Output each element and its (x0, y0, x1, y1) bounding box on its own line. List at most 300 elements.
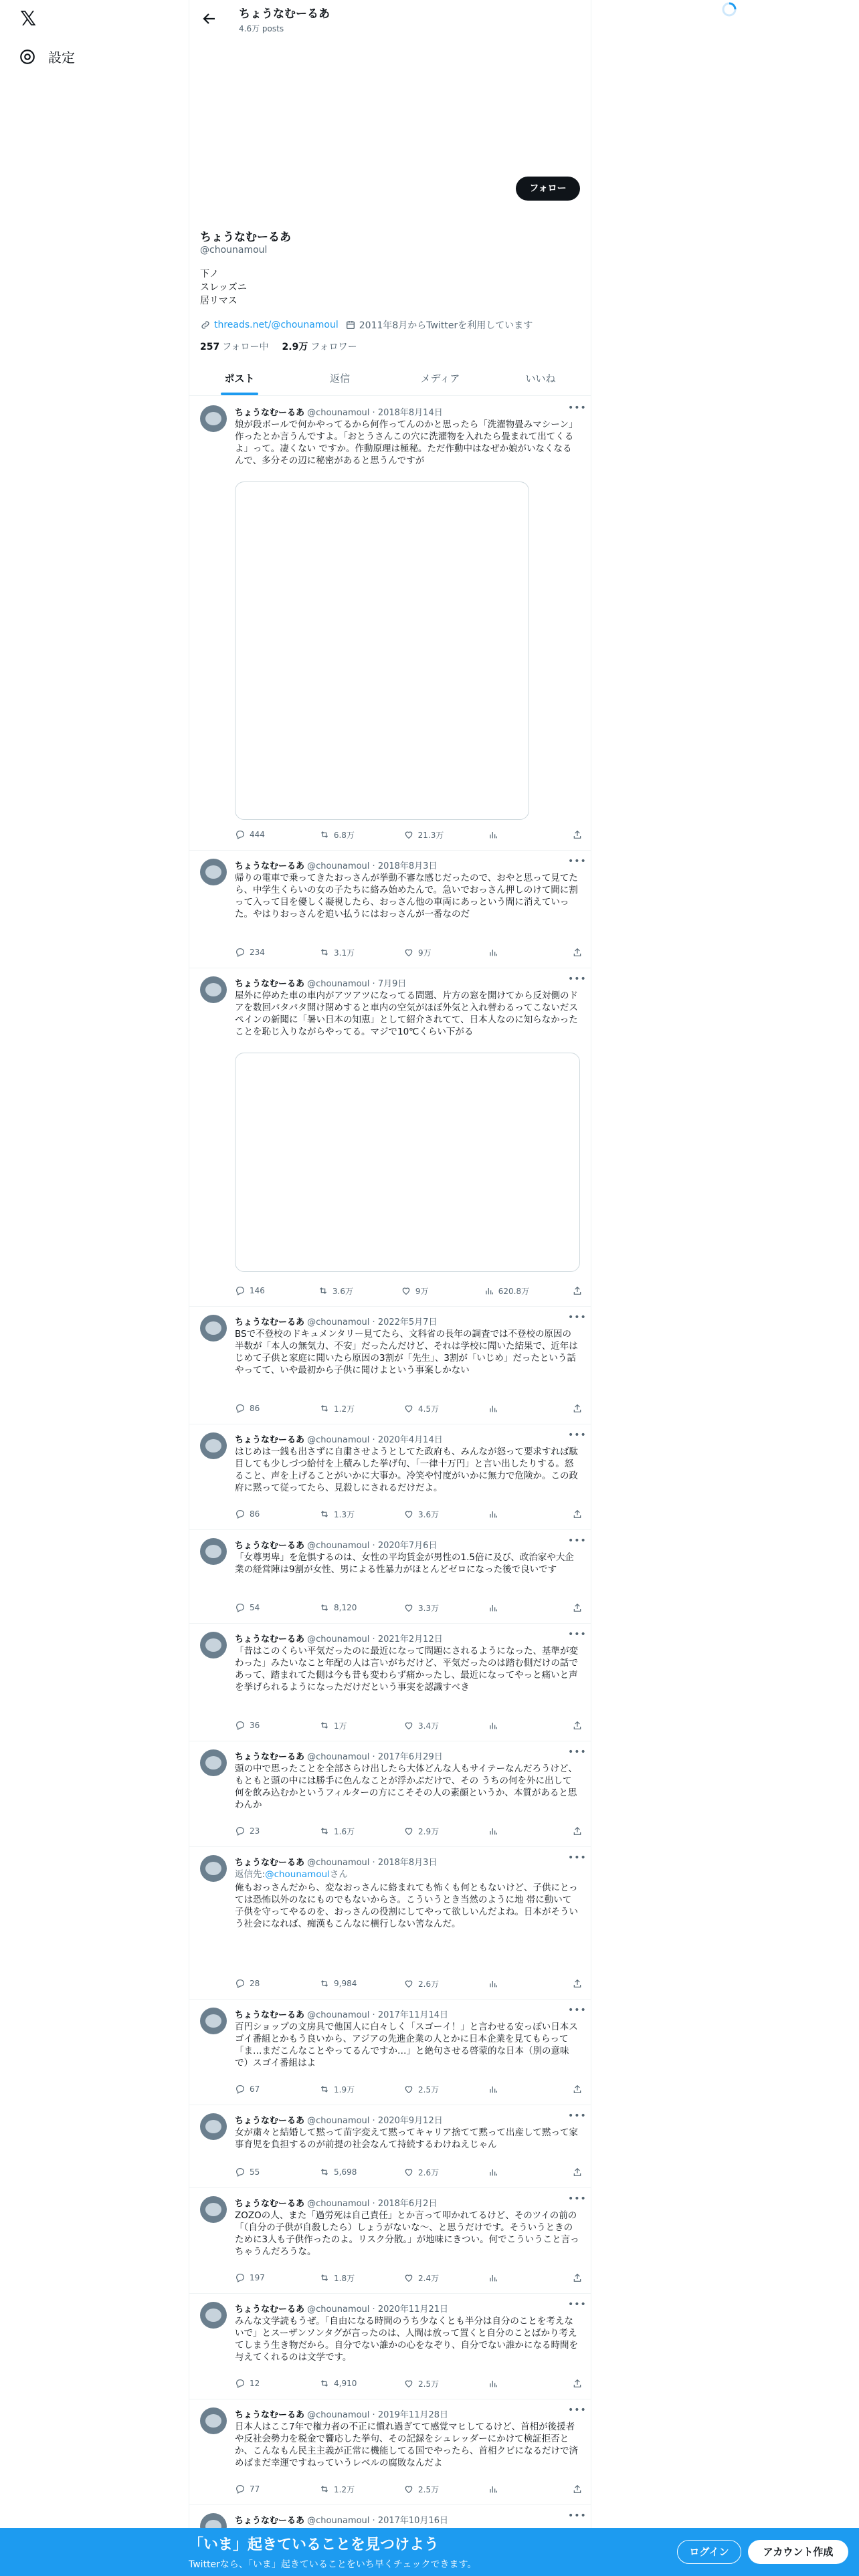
heart-icon (403, 947, 414, 958)
tweet-text: 百円ショップの文房具で他国人に白々しく「スゴーイ！」と言わせる安っぽい日本スゴイ番組とかもう良いから、アジアの先進企業の人とかに日本企業を見てもらって「ま…まだこんなことやってるんですか…」と絶句させる啓蒙的な日本（別の意味で）スゴイ番組はよ (235, 2022, 578, 2068)
tweet-date[interactable]: 7月9日 (377, 979, 407, 989)
retweet-button[interactable] (319, 946, 359, 959)
retweet-count: 5,698 (334, 2167, 357, 2177)
tweet-header: ちょうなむーるあ @chounamoul · 2018年8月14日 (235, 408, 443, 418)
tweet-header: ちょうなむーるあ @chounamoul · 2020年9月12日 (235, 2116, 443, 2126)
tweet[interactable] (189, 1624, 591, 1741)
reply-icon (235, 2484, 246, 2494)
tweet-actions (235, 2165, 583, 2179)
tweet-author-name[interactable]: ちょうなむーるあ (235, 2516, 305, 2526)
following-count: 257 (200, 342, 220, 352)
more-options-icon[interactable]: ••• (568, 1430, 587, 1440)
tweet-author-handle[interactable]: @chounamoul (307, 1541, 370, 1551)
views-button[interactable] (488, 1601, 528, 1614)
profile-bio (200, 267, 247, 308)
reply-icon (235, 1509, 246, 1519)
views-icon (488, 1602, 498, 1613)
tweet-actions (235, 2482, 583, 2496)
reply-count: 67 (250, 2084, 260, 2094)
like-button[interactable] (401, 1284, 441, 1297)
avatar[interactable] (200, 1538, 227, 1565)
share-icon (572, 2272, 583, 2283)
avatar[interactable] (200, 2302, 227, 2329)
tab-posts[interactable]: ポスト (189, 361, 290, 395)
tweet-header: ちょうなむーるあ @chounamoul · 2018年8月3日 (235, 1858, 438, 1868)
retweet-icon (319, 1403, 330, 1414)
tweet-header: ちょうなむーるあ @chounamoul · 2019年11月28日 (235, 2410, 448, 2420)
tweet-media[interactable] (235, 481, 529, 820)
share-button[interactable] (572, 1977, 583, 1990)
views-icon (488, 1403, 498, 1414)
signup-banner-title: 「いま」起きていることを見つけよう (189, 2537, 440, 2553)
retweet-count: 6.8万 (333, 830, 355, 840)
retweet-count: 3.1万 (334, 948, 355, 958)
tweet-header: ちょうなむーるあ @chounamoul · 2017年11月14日 (235, 2010, 448, 2020)
avatar[interactable] (200, 1632, 227, 1658)
profile-meta (200, 318, 533, 332)
views-button[interactable] (488, 2482, 528, 2496)
like-count: 9万 (418, 948, 432, 958)
retweet-button[interactable] (319, 2082, 359, 2096)
tweet[interactable] (189, 1530, 591, 1624)
avatar[interactable] (200, 2113, 227, 2140)
reply-icon (235, 1826, 246, 1836)
avatar[interactable] (200, 1432, 227, 1459)
signup-banner-subtitle: Twitterなら、「いま」起きていることをいち早くチェックできます。 (189, 2559, 477, 2570)
views-button[interactable] (488, 1507, 528, 1521)
reply-button[interactable] (235, 1977, 275, 1990)
tweet[interactable] (189, 2188, 591, 2294)
tweet-author-name[interactable]: ちょうなむーるあ (235, 1752, 305, 1762)
reply-icon (235, 947, 246, 958)
tweet-author-handle[interactable]: @chounamoul (307, 2516, 370, 2526)
joined-date (345, 318, 533, 332)
profile-link-text[interactable]: threads.net/@chounamoul (214, 320, 339, 330)
heart-icon (403, 2084, 414, 2095)
follow-button[interactable]: フォロー (516, 177, 580, 201)
reply-icon (235, 1978, 246, 1989)
profile-tabs (189, 361, 591, 396)
followers-label: フォロワー (310, 342, 357, 352)
reply-count: 77 (250, 2484, 260, 2494)
retweet-icon (319, 2167, 330, 2177)
share-icon (572, 1285, 583, 1296)
reply-count: 86 (250, 1509, 260, 1519)
view-count: 620.8万 (498, 1286, 530, 1296)
profile-banner (189, 40, 591, 174)
share-button[interactable] (572, 1402, 583, 1415)
tweet-author-name[interactable]: ちょうなむーるあ (235, 1435, 305, 1445)
retweet-count: 8,120 (334, 1603, 357, 1612)
share-icon (572, 1826, 583, 1836)
tweet-author-handle[interactable]: @chounamoul (307, 2410, 370, 2420)
tweet-author-handle[interactable]: @chounamoul (307, 1317, 370, 1327)
retweet-icon (319, 947, 330, 958)
followers-stat[interactable] (282, 340, 357, 353)
views-button[interactable] (488, 2271, 528, 2284)
views-button[interactable] (484, 1284, 529, 1297)
views-icon (488, 829, 498, 840)
like-count: 2.9万 (418, 1826, 440, 1836)
reply-icon (235, 1403, 246, 1414)
tweet-date[interactable]: 2021年2月12日 (377, 1634, 443, 1644)
share-button[interactable] (572, 2165, 583, 2179)
like-button[interactable] (403, 2482, 444, 2496)
login-button[interactable]: ログイン (677, 2540, 741, 2564)
tab-likes[interactable]: いいね (525, 372, 556, 385)
link-icon (200, 320, 211, 330)
like-count: 3.4万 (418, 1721, 440, 1731)
tweet-text: はじめは一銭も出さずに自粛させようとしてた政府も、みんなが怒って要求すれば駄目しても少しづつ給付を上積みした挙げ句、「一律十万円」と言い出したりする。怒ること、声を上げることがいかに大事か。冷笑や忖度がいかに無力で危険か。この政府に黙って従ってたら、見殺しにされるだけだよ。 (235, 1446, 578, 1493)
views-button[interactable] (488, 1402, 528, 1415)
tweet-text: 頭の中で思ったことを全部さらけ出したら大体どんな人もサイテーなんだろうけど、もともと頭の中には勝手に色んなことが浮かぶだけで、その うちの何を外に出して何を飲み込むかというフィルターの方にこそその人の素顔というか、本質があると思わんか (235, 1763, 578, 1810)
tweet-author-handle[interactable]: @chounamoul (307, 2199, 370, 2209)
profile-link[interactable] (200, 320, 339, 330)
like-count: 2.6万 (418, 1979, 440, 1989)
retweet-icon (319, 1720, 330, 1731)
tweet-date[interactable]: 2018年8月3日 (377, 1858, 438, 1868)
more-options-icon[interactable]: ••• (568, 856, 587, 867)
tweet-date[interactable]: 2017年11月14日 (377, 2010, 448, 2020)
tweet-actions (235, 1719, 583, 1732)
retweet-button[interactable] (319, 1402, 359, 1415)
tweet-text: 帰りの電車で乗ってきたおっさんが挙動不審な感じだったので、おやと思って見てたら、中学生くらいの女の子たちに絡み始めたんで。急いでおっさん押しのけて間に割って入って目を優しく凝視したら、おっさん他の車両にあっという間に消えていった。やはりおっさんを追い払うにはおっさんが一番なのだ (235, 873, 578, 920)
tweet-author-name[interactable]: ちょうなむーるあ (235, 408, 305, 418)
tweet-actions (235, 1824, 583, 1838)
views-button[interactable] (488, 1719, 528, 1732)
views-button[interactable] (488, 1977, 528, 1990)
tweet-text: 日本人はここ7年で権力者の不正に慣れ過ぎてて感覚マヒしてるけど、首相が後援者や反社会勢力を税金で饗応した挙句、その記録をシュレッダーにかけて検証拒否とか、こんなもん民主主義が正常に機能してる国でやったら、首相クビになるだけで済めばまだ幸運ですねっていうレベルの腐敗なんだよ (235, 2422, 578, 2468)
reply-button[interactable] (235, 2082, 275, 2096)
retweet-button[interactable] (319, 1601, 359, 1614)
reply-icon (235, 2084, 246, 2095)
like-count: 9万 (415, 1286, 429, 1296)
bio-line: 下ノ (200, 269, 219, 280)
tweet-date[interactable]: 2020年11月21日 (377, 2304, 448, 2315)
more-options-icon[interactable]: ••• (568, 403, 587, 413)
like-button[interactable] (403, 2271, 444, 2284)
more-options-icon[interactable]: ••• (568, 2005, 587, 2016)
share-button[interactable] (572, 2377, 583, 2390)
more-options-icon[interactable]: ••• (568, 1535, 587, 1546)
share-button[interactable] (572, 828, 583, 841)
tweet-author-handle[interactable]: @chounamoul (307, 2304, 370, 2315)
reply-count: 12 (250, 2379, 260, 2388)
like-button[interactable] (403, 946, 444, 959)
more-options-icon[interactable]: ••• (568, 2299, 587, 2310)
following-label: フォロー中 (222, 342, 269, 352)
reply-count: 54 (250, 1603, 260, 1612)
tweet-date[interactable]: 2018年8月3日 (377, 861, 438, 871)
avatar[interactable] (200, 2008, 227, 2034)
reply-button[interactable] (235, 1402, 275, 1415)
x-logo-icon[interactable]: 𝕏 (20, 7, 37, 31)
like-button[interactable] (403, 2082, 444, 2096)
retweet-count: 1万 (334, 1721, 347, 1731)
like-count: 3.6万 (418, 1509, 440, 1519)
share-icon (572, 829, 583, 840)
views-icon (488, 2167, 498, 2177)
share-button[interactable] (572, 1824, 583, 1838)
tweet-author-name[interactable]: ちょうなむーるあ (235, 1317, 305, 1327)
tweet-author-name[interactable]: ちょうなむーるあ (235, 2304, 305, 2315)
views-icon (488, 947, 498, 958)
tweet-author-name[interactable]: ちょうなむーるあ (235, 1634, 305, 1644)
views-icon (488, 1720, 498, 1731)
share-button[interactable] (572, 1284, 583, 1297)
heart-icon (403, 2378, 414, 2389)
like-button[interactable] (403, 1402, 444, 1415)
avatar[interactable] (200, 1855, 227, 1882)
signup-banner (0, 2528, 859, 2576)
reply-icon (235, 829, 246, 840)
tweet-author-name[interactable]: ちょうなむーるあ (235, 2410, 305, 2420)
share-icon (572, 2484, 583, 2494)
reply-button[interactable] (235, 1601, 275, 1614)
tab-replies[interactable]: 返信 (329, 372, 350, 385)
tweet-date[interactable]: 2017年10月16日 (377, 2516, 448, 2526)
reply-button[interactable] (235, 828, 275, 841)
tweet-header: ちょうなむーるあ @chounamoul · 2022年5月7日 (235, 1317, 438, 1327)
back-arrow-icon[interactable] (201, 11, 217, 27)
tweet-date[interactable]: 2019年11月28日 (377, 2410, 448, 2420)
views-icon (488, 2084, 498, 2095)
share-button[interactable] (572, 1601, 583, 1614)
reply-button[interactable] (235, 2165, 275, 2179)
tweet[interactable] (189, 1741, 591, 1847)
reply-button[interactable] (235, 2377, 275, 2390)
tweet-text: 娘が段ボールで何かやってるから何作ってんのかと思ったら「洗濯物畳みマシーン」作ったとか言うんですよ。「おとうさんこの穴に洗濯物を入れたら畳まれて出てくるよ」って。凄くない ですか。作動原理は極秘。ただ作動中はなぜか娘がいなくなるんで、多分その辺に秘密があると思うんですが (235, 419, 578, 466)
tweet-author-name[interactable]: ちょうなむーるあ (235, 861, 305, 871)
profile-column (189, 0, 591, 2576)
like-button[interactable] (403, 1719, 444, 1732)
tweet-author-name[interactable]: ちょうなむーるあ (235, 2116, 305, 2126)
reply-button[interactable] (235, 1824, 275, 1838)
header-post-count: 4.6万 posts (239, 24, 284, 33)
retweet-count: 1.9万 (334, 2084, 355, 2095)
like-count: 4.5万 (418, 1404, 440, 1414)
retweet-button[interactable] (319, 1824, 359, 1838)
retweet-count: 9,984 (334, 1979, 357, 1988)
retweet-count: 1.8万 (334, 2273, 355, 2283)
heart-icon (403, 1403, 414, 1414)
views-button[interactable] (488, 2082, 528, 2096)
retweet-button[interactable] (319, 1507, 359, 1521)
tweet-text: ZOZOの人、また「過労死は自己責任」とか言って叩かれてるけど、そのツイの前の「（自分の子供が自殺したら）しょうがないな〜、と思うだけです。そういうときのために3人も子供作ったのよ。リスク分散。」が地味にきつい。何でこういうこと言っちゃうんだろうな。 (235, 2210, 579, 2257)
tweet-date[interactable]: 2022年5月7日 (377, 1317, 438, 1327)
tweet-date[interactable]: 2018年8月14日 (377, 408, 443, 418)
tweet[interactable] (189, 851, 591, 968)
followers-count: 2.9万 (282, 342, 308, 352)
like-count: 2.5万 (418, 2379, 440, 2389)
like-button[interactable] (403, 1824, 444, 1838)
retweet-button[interactable] (319, 1977, 359, 1990)
tweet-author-name[interactable]: ちょうなむーるあ (235, 1858, 305, 1868)
profile-handle: @chounamoul (200, 245, 268, 255)
share-button[interactable] (572, 2082, 583, 2096)
retweet-icon (319, 1978, 330, 1989)
retweet-button[interactable] (319, 2165, 359, 2179)
heart-icon (403, 2272, 414, 2283)
retweet-count: 1.2万 (334, 1404, 355, 1414)
more-options-icon[interactable]: ••• (568, 1312, 587, 1323)
bio-line: 居リマス (200, 296, 237, 306)
more-options-icon[interactable]: ••• (568, 2405, 587, 2416)
tweet-author-handle[interactable]: @chounamoul (307, 2116, 370, 2126)
views-icon (488, 1826, 498, 1836)
retweet-button[interactable] (319, 828, 359, 841)
views-icon (488, 2484, 498, 2494)
retweet-button[interactable] (319, 2271, 359, 2284)
tweet[interactable] (189, 397, 591, 851)
joined-text: 2011年8月からTwitterを利用しています (359, 320, 533, 331)
tweet-author-handle[interactable]: @chounamoul (307, 2010, 370, 2020)
share-icon (572, 2084, 583, 2095)
avatar[interactable] (200, 2407, 227, 2434)
share-icon (572, 2378, 583, 2389)
signup-button[interactable]: アカウント作成 (748, 2540, 848, 2564)
views-button[interactable] (488, 2165, 528, 2179)
tweet-author-handle[interactable]: @chounamoul (307, 861, 370, 871)
tweet[interactable] (189, 2000, 591, 2105)
reply-icon (235, 1602, 246, 1613)
like-button[interactable] (403, 2377, 444, 2390)
avatar[interactable] (200, 405, 227, 432)
views-button[interactable] (488, 1824, 528, 1838)
retweet-button[interactable] (319, 1719, 359, 1732)
tweet[interactable] (189, 2294, 591, 2399)
tweet-date[interactable]: 2020年7月6日 (377, 1541, 438, 1551)
reply-icon (235, 2167, 246, 2177)
tweet-date[interactable]: 2018年6月2日 (377, 2199, 438, 2209)
tweet-author-handle[interactable]: @chounamoul (307, 1435, 370, 1445)
more-options-icon[interactable]: ••• (568, 1747, 587, 1757)
loading-spinner-icon (721, 1, 737, 17)
tweet-author-name[interactable]: ちょうなむーるあ (235, 1541, 305, 1551)
like-button[interactable] (403, 1977, 444, 1990)
views-button[interactable] (488, 946, 528, 959)
settings-link[interactable] (19, 47, 75, 66)
reply-button[interactable] (235, 1507, 275, 1521)
reply-button[interactable] (235, 946, 275, 959)
reply-context (235, 1868, 580, 1881)
tweet-date[interactable]: 2020年9月12日 (377, 2116, 443, 2126)
retweet-icon (319, 1602, 330, 1613)
more-options-icon[interactable]: ••• (568, 2510, 587, 2521)
like-count: 2.5万 (418, 2484, 440, 2494)
retweet-button[interactable] (319, 2482, 359, 2496)
tweet-author-handle[interactable]: @chounamoul (307, 1752, 370, 1762)
reply-button[interactable] (235, 1719, 275, 1732)
tweet-header: ちょうなむーるあ @chounamoul · 2020年4月14日 (235, 1435, 443, 1445)
reply-button[interactable] (235, 2271, 275, 2284)
avatar[interactable] (200, 1315, 227, 1341)
heart-icon (403, 2167, 414, 2177)
avatar[interactable] (200, 1749, 227, 1776)
reply-count: 55 (250, 2167, 260, 2177)
share-icon (572, 1720, 583, 1731)
tweet[interactable] (189, 968, 591, 1307)
tweet-actions (235, 2082, 583, 2096)
tweet-author-name[interactable]: ちょうなむーるあ (235, 979, 305, 989)
more-options-icon[interactable]: ••• (568, 1629, 587, 1640)
tweet[interactable] (189, 1307, 591, 1424)
tweet-actions (235, 828, 583, 841)
tweet[interactable] (189, 2399, 591, 2505)
more-options-icon[interactable]: ••• (568, 974, 587, 984)
like-count: 2.5万 (418, 2084, 440, 2095)
reply-count: 36 (250, 1721, 260, 1730)
tweet[interactable] (189, 1424, 591, 1530)
more-options-icon[interactable]: ••• (568, 2193, 587, 2204)
tweet-text: 女が粛々と結婚して黙って苗字変えて黙ってキャリア捨てて黙って出産して黙って家事育児を負担するのが前提の社会なんて持続するわけねえじゃん (235, 2127, 578, 2150)
share-button[interactable] (572, 2482, 583, 2496)
tweet-author-handle[interactable]: @chounamoul (307, 1858, 370, 1868)
like-button[interactable] (403, 828, 444, 841)
gear-icon (19, 48, 36, 66)
tweet[interactable] (189, 2105, 591, 2188)
following-stat[interactable] (200, 340, 269, 353)
tweet-author-name[interactable]: ちょうなむーるあ (235, 2010, 305, 2020)
retweet-button[interactable] (319, 2377, 359, 2390)
tweet-author-handle[interactable]: @chounamoul (307, 1634, 370, 1644)
tweet-media[interactable] (235, 1053, 580, 1272)
heart-icon (401, 1285, 411, 1296)
tweet-author-handle[interactable]: @chounamoul (307, 408, 370, 418)
avatar[interactable] (200, 2196, 227, 2223)
retweet-button[interactable] (318, 1284, 358, 1297)
reply-count: 28 (250, 1979, 260, 1988)
like-button[interactable] (403, 1601, 444, 1614)
tweet-date[interactable]: 2017年6月29日 (377, 1752, 443, 1762)
left-nav (0, 0, 189, 2576)
like-button[interactable] (403, 2165, 444, 2179)
tweet-actions (235, 1284, 583, 1297)
retweet-icon (319, 2484, 330, 2494)
more-options-icon[interactable]: ••• (568, 1852, 587, 1863)
like-button[interactable] (403, 1507, 444, 1521)
reply-button[interactable] (235, 2482, 275, 2496)
tweet-date[interactable]: 2020年4月14日 (377, 1435, 443, 1445)
tweet-author-handle[interactable]: @chounamoul (307, 979, 370, 989)
reply-handle[interactable]: @chounamoul (265, 1869, 330, 1880)
views-icon (488, 1978, 498, 1989)
reply-button[interactable] (235, 1284, 275, 1297)
share-button[interactable] (572, 2271, 583, 2284)
retweet-icon (318, 1285, 328, 1296)
share-button[interactable] (572, 946, 583, 959)
tweet-author-name[interactable]: ちょうなむーるあ (235, 2199, 305, 2209)
share-button[interactable] (572, 1507, 583, 1521)
tweet-header: ちょうなむーるあ @chounamoul · 2021年2月12日 (235, 1634, 443, 1644)
more-options-icon[interactable]: ••• (568, 2111, 587, 2121)
tweet-header: ちょうなむーるあ @chounamoul · 2018年8月3日 (235, 861, 438, 871)
follow-stats (200, 340, 357, 353)
views-button[interactable] (488, 2377, 528, 2390)
views-button[interactable] (488, 828, 528, 841)
tab-media[interactable]: メディア (420, 372, 460, 385)
share-button[interactable] (572, 1719, 583, 1732)
avatar[interactable] (200, 976, 227, 1003)
tweet-text: 「昔はこのくらい平気だったのに最近になって問題にされるようになった、基準が変わった」みたいなこと年配の人は言いがちだけど、平気だったのは踏む側だけの話であって、踏まれてた側は今も昔も変わらず痛かったし、最近になってやっと痛いと声を挙げられるようになっただけだという事実を認識すべき (235, 1646, 578, 1693)
reply-count: 146 (250, 1286, 265, 1295)
tweet[interactable] (189, 1847, 591, 2000)
heart-icon (403, 1509, 414, 1519)
avatar[interactable] (200, 859, 227, 885)
reply-count: 444 (250, 830, 265, 839)
tweet-header: ちょうなむーるあ @chounamoul · 2017年6月29日 (235, 1752, 443, 1762)
reply-suffix: さん (329, 1869, 348, 1880)
